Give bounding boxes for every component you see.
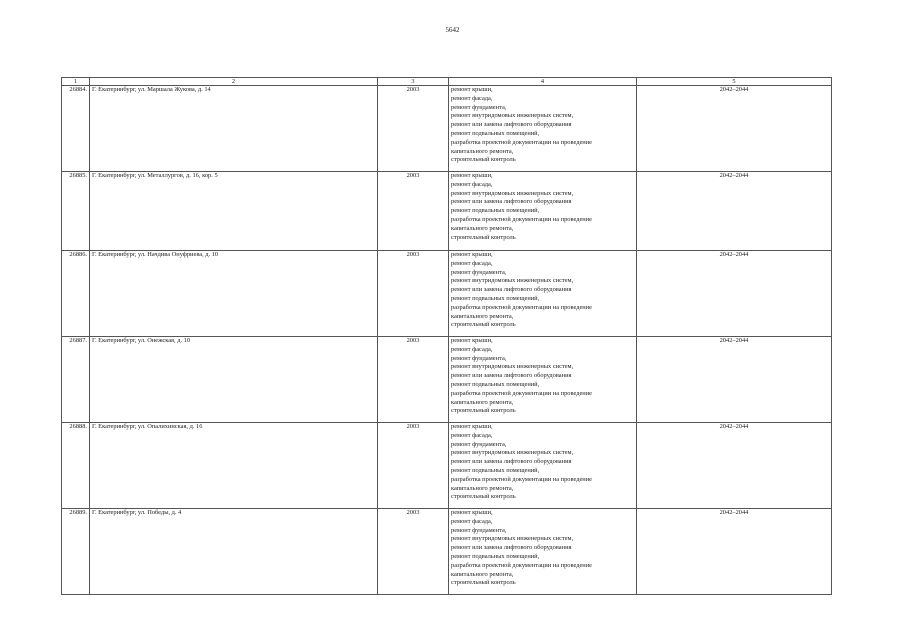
work-item: ремонт фасада, (451, 517, 493, 525)
work-item: ремонт крыши, (451, 251, 493, 258)
table-row (62, 172, 832, 251)
work-item: ремонт фундамента, (451, 440, 507, 448)
page-number: 5642 (445, 26, 460, 34)
row-term: 2042–2044 (637, 337, 832, 423)
work-item: ремонт крыши, (451, 509, 493, 516)
work-item: строительный контроль (451, 321, 516, 329)
work-item: строительный контроль (451, 493, 516, 501)
work-item: ремонт внутридомовых инженерных систем, (451, 363, 574, 371)
row-address: Г. Екатеринбург, ул. Опалихинская, д. 16 (90, 423, 378, 509)
column-number-4: 4 (449, 78, 637, 86)
work-item: ремонт фундамента, (451, 526, 507, 534)
row-number: 26887. (62, 337, 90, 423)
work-item: ремонт или замена лифтового оборудования (451, 198, 572, 206)
column-number-5: 5 (637, 78, 832, 86)
row-address: Г. Екатеринбург, ул. Начдива Онуфриева, д. 10 (90, 251, 378, 337)
work-item: ремонт фасада, (451, 94, 493, 102)
row-year: 2003 (378, 337, 449, 423)
work-item: ремонт или замена лифтового оборудования (451, 458, 572, 466)
table-body (62, 78, 832, 595)
table-row (62, 86, 832, 172)
row-works (449, 251, 637, 337)
row-year: 2003 (378, 423, 449, 509)
column-number-3: 3 (378, 78, 449, 86)
work-item: ремонт подвальных помещений, (451, 466, 540, 474)
row-works (449, 172, 637, 251)
work-item: ремонт фундамента, (451, 103, 507, 111)
work-item: строительный контроль (451, 156, 516, 164)
row-year: 2003 (378, 251, 449, 337)
work-item: капитального ремонта, (451, 398, 514, 406)
row-works (449, 509, 637, 595)
work-item: ремонт или замена лифтового оборудования (451, 372, 572, 380)
work-item: разработка проектной документации на проведение (451, 475, 592, 483)
work-item: разработка проектной документации на проведение (451, 303, 592, 311)
table-row (62, 251, 832, 337)
work-item: ремонт фундамента, (451, 354, 507, 362)
work-item: строительный контроль (451, 233, 516, 241)
work-item: ремонт фундамента, (451, 268, 507, 276)
work-item: ремонт внутридомовых инженерных систем, (451, 535, 574, 543)
work-item: ремонт или замена лифтового оборудования (451, 286, 572, 294)
work-item: строительный контроль (451, 579, 516, 587)
row-number: 26885. (62, 172, 90, 251)
column-number-2: 2 (90, 78, 378, 86)
work-item: ремонт фасада, (451, 259, 493, 267)
work-item: ремонт внутридомовых инженерных систем, (451, 112, 574, 120)
work-item: строительный контроль (451, 407, 516, 415)
work-item: капитального ремонта, (451, 570, 514, 578)
work-item: разработка проектной документации на проведение (451, 389, 592, 397)
row-works (449, 337, 637, 423)
work-item: ремонт подвальных помещений, (451, 552, 540, 560)
row-address: Г. Екатеринбург, ул. Металлургов, д. 16, кор. 5 (90, 172, 378, 251)
work-item: ремонт фасада, (451, 180, 493, 188)
row-year: 2003 (378, 86, 449, 172)
work-item: ремонт крыши, (451, 86, 493, 93)
table-row (62, 423, 832, 509)
work-item: разработка проектной документации на проведение (451, 215, 592, 223)
work-item: ремонт подвальных помещений, (451, 207, 540, 215)
row-year: 2003 (378, 172, 449, 251)
work-item: ремонт внутридомовых инженерных систем, (451, 277, 574, 285)
work-item: ремонт внутридомовых инженерных систем, (451, 189, 574, 197)
row-works (449, 423, 637, 509)
row-number: 26886. (62, 251, 90, 337)
work-item: капитального ремонта, (451, 484, 514, 492)
capital-repair-table (61, 77, 832, 595)
work-item: ремонт подвальных помещений, (451, 294, 540, 302)
work-item: ремонт или замена лифтового оборудования (451, 544, 572, 552)
row-term: 2042–2044 (637, 509, 832, 595)
row-term: 2042–2044 (637, 86, 832, 172)
row-number: 26889. (62, 509, 90, 595)
work-item: ремонт крыши, (451, 337, 493, 344)
work-item: ремонт подвальных помещений, (451, 129, 540, 137)
work-item: ремонт подвальных помещений, (451, 380, 540, 388)
work-item: капитального ремонта, (451, 312, 514, 320)
table-row (62, 337, 832, 423)
row-year: 2003 (378, 509, 449, 595)
row-term: 2042–2044 (637, 172, 832, 251)
table-row (62, 509, 832, 595)
row-number: 26888. (62, 423, 90, 509)
work-item: разработка проектной документации на проведение (451, 138, 592, 146)
work-item: ремонт внутридомовых инженерных систем, (451, 449, 574, 457)
work-item: капитального ремонта, (451, 147, 514, 155)
column-number-1: 1 (62, 78, 90, 86)
work-item: ремонт крыши, (451, 423, 493, 430)
row-term: 2042–2044 (637, 423, 832, 509)
row-term: 2042–2044 (637, 251, 832, 337)
row-address: Г. Екатеринбург, ул. Онежская, д. 10 (90, 337, 378, 423)
work-item: ремонт крыши, (451, 172, 493, 179)
work-item: ремонт фасада, (451, 431, 493, 439)
work-item: капитального ремонта, (451, 224, 514, 232)
work-item: разработка проектной документации на проведение (451, 561, 592, 569)
row-works (449, 86, 637, 172)
row-address: Г. Екатеринбург, ул. Победы, д. 4 (90, 509, 378, 595)
column-number-row (62, 78, 832, 86)
row-number: 26884. (62, 86, 90, 172)
work-item: ремонт или замена лифтового оборудования (451, 121, 572, 129)
row-address: Г. Екатеринбург, ул. Маршала Жукова, д. 14 (90, 86, 378, 172)
work-item: ремонт фасада, (451, 345, 493, 353)
